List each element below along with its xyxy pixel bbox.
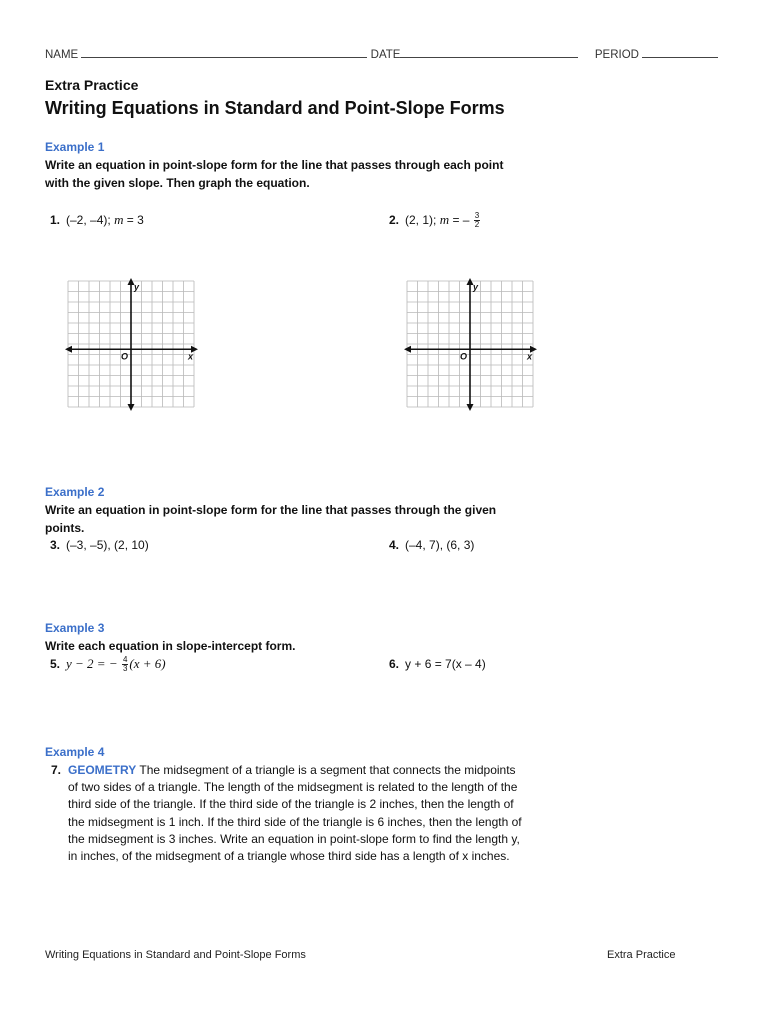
x-axis-label: x bbox=[188, 351, 194, 362]
problem-number: 1. bbox=[50, 213, 61, 227]
fraction-numerator: 4 bbox=[122, 655, 128, 665]
equation-right: (x + 6) bbox=[129, 656, 166, 671]
origin-label: O bbox=[460, 351, 468, 362]
problem-number: 3. bbox=[50, 538, 61, 552]
problem-2 bbox=[389, 212, 481, 229]
slope-eq: = – bbox=[452, 213, 470, 227]
origin-label: O bbox=[121, 351, 129, 362]
problem-number: 6. bbox=[389, 657, 400, 671]
coordinate-grid-2[interactable] bbox=[403, 277, 539, 417]
example-1-instruction: Write an equation in point-slope form for the line that passes through each point with the given slope. Then graph the equation. bbox=[45, 158, 504, 190]
x-axis-arrow-left bbox=[404, 346, 411, 353]
y-axis-label: y bbox=[473, 282, 479, 292]
period-label: PERIOD bbox=[594, 49, 639, 61]
equation: y + 6 = 7(x – 4) bbox=[405, 657, 486, 671]
problem-3 bbox=[50, 538, 149, 552]
problem-6 bbox=[389, 657, 486, 671]
y-axis-label: y bbox=[134, 282, 140, 292]
problem-number: 2. bbox=[389, 213, 400, 227]
name-label: NAME bbox=[45, 49, 79, 61]
slope-fraction bbox=[474, 212, 480, 229]
problem-5 bbox=[50, 656, 166, 673]
y-axis-arrow-down bbox=[467, 404, 474, 411]
date-label: DATE bbox=[370, 49, 401, 61]
slope-symbol: m bbox=[439, 212, 450, 227]
problem-number: 4. bbox=[389, 538, 400, 552]
problem-point: (–2, –4); bbox=[66, 213, 111, 227]
page-title: Writing Equations in Standard and Point-Slope Forms bbox=[45, 98, 505, 118]
problem-points: (–4, 7), (6, 3) bbox=[405, 538, 475, 552]
problem-point: (2, 1); bbox=[405, 213, 437, 227]
problem-points: (–3, –5), (2, 10) bbox=[66, 538, 149, 552]
equation-fraction bbox=[122, 656, 128, 673]
problem-1 bbox=[50, 212, 144, 228]
fraction-denominator: 2 bbox=[474, 220, 480, 230]
slope-value: = 3 bbox=[126, 213, 144, 227]
coordinate-grid-1[interactable] bbox=[64, 277, 200, 417]
example-2-heading: Example 2 bbox=[45, 485, 105, 499]
date-field[interactable] bbox=[400, 47, 578, 58]
problem-7 bbox=[51, 762, 524, 865]
example-3-instruction: Write each equation in slope-intercept form. bbox=[45, 639, 296, 653]
example-1-heading: Example 1 bbox=[45, 140, 105, 154]
y-axis-arrow-down bbox=[128, 404, 135, 411]
problem-number: 5. bbox=[50, 657, 61, 671]
header-line bbox=[45, 47, 718, 61]
kicker: Extra Practice bbox=[45, 77, 139, 93]
problem-7-body: The midsegment of a triangle is a segment that connects the midpoints of two sides of a triangle. The length of the midsegment is related to the length of the third side of the triangle. If the third side of the triangle is 2 inches, then the length of the midsegment is 1 inch. If the third side of the triangle is 6 inches, then the length of the midsegment is 3 inches. Write an equation in point-slope form to find the length y, in inches, of the midsegment of a triangle whose third side has a length of x inches. bbox=[68, 763, 522, 864]
footer-title: Writing Equations in Standard and Point-Slope Forms bbox=[45, 949, 306, 961]
slope-symbol: m bbox=[114, 212, 124, 227]
fraction-denominator: 3 bbox=[122, 664, 128, 674]
problem-4 bbox=[389, 538, 474, 552]
x-axis-label: x bbox=[527, 351, 533, 362]
footer-label: Extra Practice bbox=[607, 949, 676, 961]
example-3-heading: Example 3 bbox=[45, 621, 105, 635]
fraction-numerator: 3 bbox=[474, 211, 480, 221]
geometry-tag: GEOMETRY bbox=[68, 763, 137, 777]
example-2-instruction: Write an equation in point-slope form for the line that passes through the given points. bbox=[45, 503, 497, 535]
equation-left: y − 2 = − bbox=[66, 656, 118, 671]
name-field[interactable] bbox=[81, 47, 367, 58]
example-4-heading: Example 4 bbox=[45, 745, 105, 759]
period-field[interactable] bbox=[642, 47, 718, 58]
x-axis-arrow-left bbox=[65, 346, 72, 353]
problem-number: 7. bbox=[51, 763, 62, 777]
